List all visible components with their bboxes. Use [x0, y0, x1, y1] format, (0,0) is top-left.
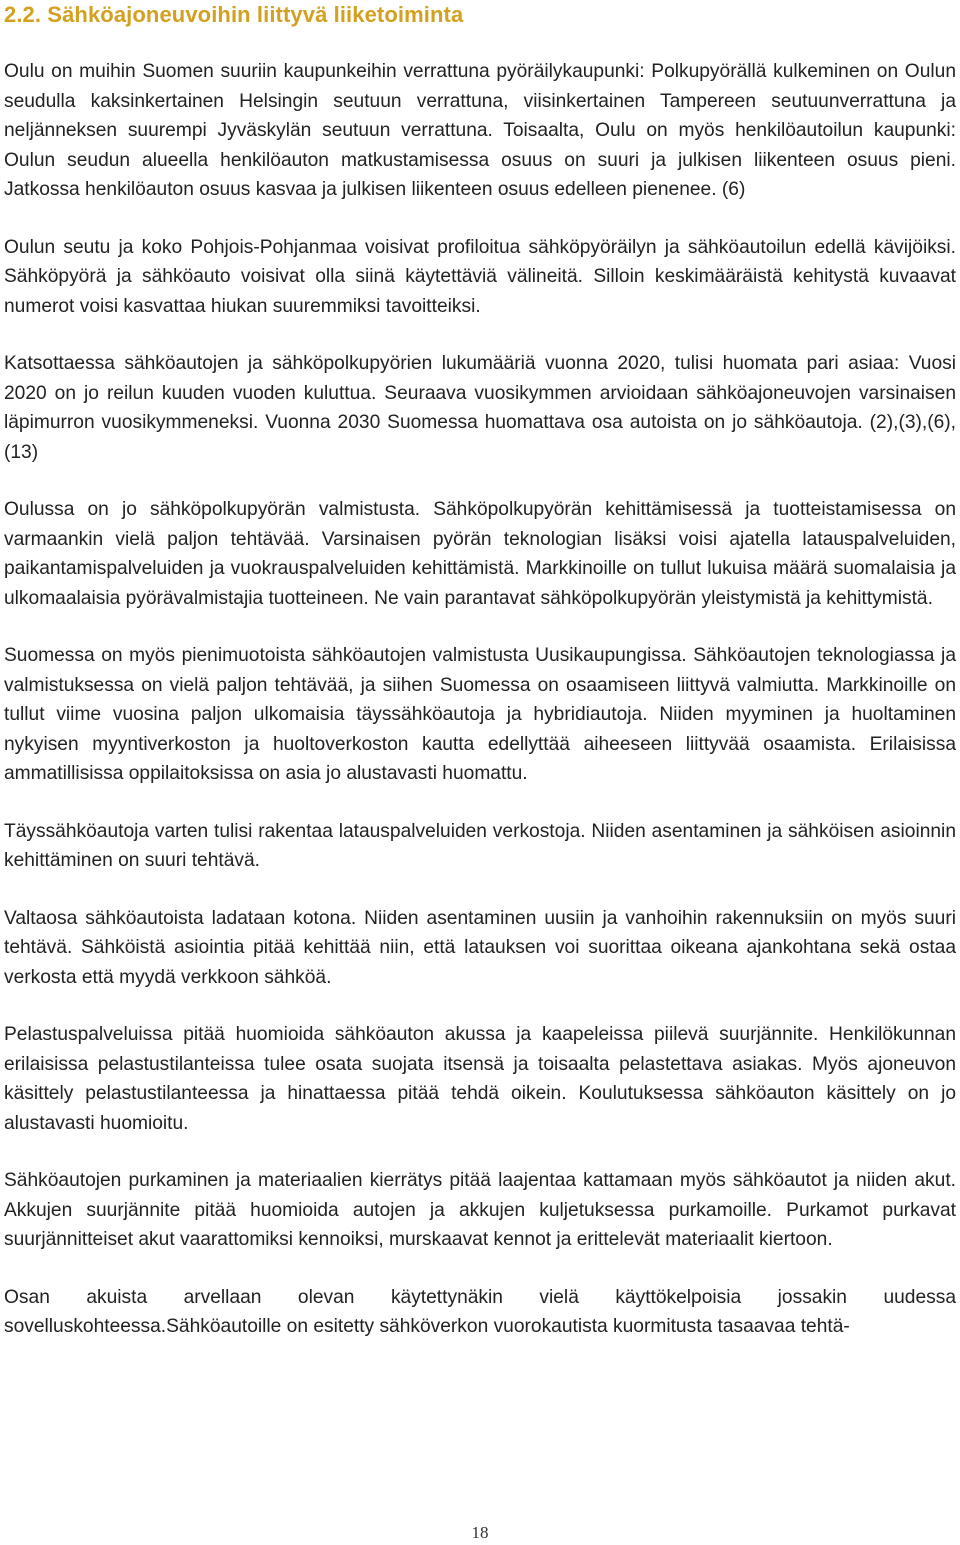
- page-number: 18: [471, 1523, 489, 1542]
- paragraph-3: Katsottaessa sähköautojen ja sähköpolkupyörien lukumääriä vuonna 2020, tulisi huomata pari asiaa: Vuosi 2020 on jo reilun kuuden vuoden kuluttua. Seuraava vuosikymmen arvioidaan sähköajoneuvojen varsinaisen läpimurron vuosikymmeneksi. Vuonna 2030 Suomessa huomattava osa autoista on jo sähköautoja. (2),(3),(6),(13): [4, 353, 956, 463]
- paragraph-5: Suomessa on myös pienimuotoista sähköautojen valmistusta Uusikaupungissa. Sähköautojen teknologiassa ja valmistuksessa on vielä paljon tehtävää, ja siihen Suomessa on osaamiseen liittyvä valmiutta. Markkinoille on tullut viime vuosina paljon ulkomaisia täyssähköautoja ja hybridiautoja. Niiden myyminen ja huoltaminen nykyisen myyntiverkoston ja huoltoverkoston kautta edellyttää aiheeseen liittyvää osaamista. Erilaisissa ammatillisissa oppilaitoksissa on asia jo alustavasti huomattu.: [4, 645, 956, 784]
- paragraph-8: Pelastuspalveluissa pitää huomioida sähköauton akussa ja kaapeleissa piilevä suurjännite. Henkilökunnan erilaisissa pelastustilanteissa tulee osata suojata itsensä ja toisaalta pelastettava asiakas. Myös ajoneuvon käsittely pelastustilanteessa ja hinattaessa pitää tehdä oikein. Koulutuksessa sähköauton käsittely on jo alustavasti huomioitu.: [4, 1024, 956, 1134]
- section-heading: 2.2. Sähköajoneuvoihin liittyvä liiketoiminta: [4, 2, 464, 27]
- paragraph-1: Oulu on muihin Suomen suuriin kaupunkeihin verrattuna pyöräilykaupunki: Polkupyörällä kulkeminen on Oulun seudulla kaksinkertainen Helsingin seutuun verrattuna, viisinkertainen Tampereen seutuunverrattuna ja neljänneksen suurempi Jyväskylän seutuun verrattuna. Toisaalta, Oulu on myös henkilöautoilun kaupunki: Oulun seudun alueella henkilöauton matkustamisessa osuus on suuri ja julkisen liikenteen osuus pieni. Jatkossa henkilöauton osuus kasvaa ja julkisen liikenteen osuus edelleen pienenee. (6): [4, 61, 956, 200]
- paragraph-7: Valtaosa sähköautoista ladataan kotona. Niiden asentaminen uusiin ja vanhoihin rakennuksiin on myös suuri tehtävä. Sähköistä asiointia pitää kehittää niin, että latauksen voi suorittaa oikeana ajankohtana sekä ostaa verkosta että myydä verkkoon sähköä.: [4, 907, 956, 988]
- paragraph-2: Oulun seutu ja koko Pohjois-Pohjanmaa voisivat profiloitua sähköpyöräilyn ja sähköautoilun edellä kävijöiksi. Sähköpyörä ja sähköauto voisivat olla siinä käytettäviä välineitä. Silloin keskimääräistä kehitystä kuvaavat numerot voisi kasvattaa hiukan suuremmiksi tavoitteiksi.: [4, 236, 956, 317]
- paragraph-9: Sähköautojen purkaminen ja materiaalien kierrätys pitää laajentaa kattamaan myös sähköautot ja niiden akut. Akkujen suurjännite pitää huomioida autojen ja akkujen kuljetuksessa purkamoille. Purkamot purkavat suurjännitteiset akut vaarattomiksi kennoiksi, murskaavat kennot ja erittelevät materiaalit kiertoon.: [4, 1170, 956, 1250]
- paragraph-4: Oulussa on jo sähköpolkupyörän valmistusta. Sähköpolkupyörän kehittämisessä ja tuotteistamisessa on varmaankin vielä paljon tehtävää. Varsinaisen pyörän teknologian lisäksi voisi ajatella latauspalveluiden, paikantamispalveluiden ja vuokrauspalveluiden kehittämistä. Markkinoille on tullut lukuisa määrä suomalaisia ja ulkomaalaisia pyörävalmistajia tuotteineen. Ne vain parantavat sähköpolkupyörän yleistymistä ja kehittymistä.: [4, 499, 956, 609]
- paragraph-6: Täyssähköautoja varten tulisi rakentaa latauspalveluiden verkostoja. Niiden asentaminen ja sähköisen asioinnin kehittäminen on suuri tehtävä.: [4, 820, 956, 871]
- paragraph-10: Osan akuista arvellaan olevan käytettynäkin vielä käyttökelpoisia jossakin uudessa sovelluskohteessa.Sähköautoille on esitetty sähköverkon vuorokautista kuormitusta tasaavaa tehtä-: [4, 1286, 956, 1337]
- body-text: [4, 57, 956, 1370]
